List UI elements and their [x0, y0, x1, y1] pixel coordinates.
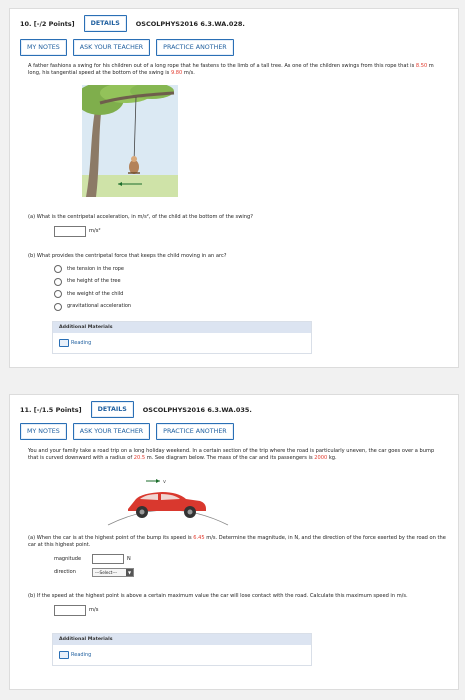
my-notes-button[interactable]: MY NOTES	[20, 423, 67, 440]
question-10-part-b: (b) What provides the centripetal force that keeps the child moving in an arc? the tension in the rope the height of the tree the weight of the child gravitational acceleration	[28, 253, 227, 309]
reading-link[interactable]: Reading	[53, 645, 311, 665]
direction-select[interactable]: ---Select--- ▼	[92, 568, 134, 577]
svg-text:v: v	[163, 479, 166, 485]
question-10-panel	[9, 8, 459, 368]
radio-button[interactable]	[54, 290, 62, 298]
book-icon	[59, 339, 69, 347]
question-10-header	[20, 15, 245, 32]
option-weight[interactable]: the weight of the child	[54, 290, 226, 298]
question-11-header	[20, 401, 252, 418]
magnitude-input[interactable]	[92, 554, 124, 564]
practice-another-button[interactable]: PRACTICE ANOTHER	[156, 39, 234, 56]
details-button[interactable]: DETAILS	[84, 15, 127, 32]
additional-materials-header: Additional Materials	[53, 634, 311, 645]
my-notes-button[interactable]: MY NOTES	[20, 39, 67, 56]
swing-speed-value: 9.80	[170, 70, 183, 77]
option-height[interactable]: the height of the tree	[54, 278, 226, 286]
radio-button[interactable]	[54, 278, 62, 286]
question-11-panel	[9, 394, 459, 690]
question-10-actions	[20, 39, 234, 56]
question-points: 10. [-/2 Points]	[20, 19, 75, 28]
ask-teacher-button[interactable]: ASK YOUR TEACHER	[73, 39, 150, 56]
radio-button[interactable]	[54, 303, 62, 311]
magnitude-row: magnitude N	[54, 554, 446, 564]
question-10-text: A father fashions a swing for his children out of a long rope that he fastens to the limb of a tall tree. As one of the children swings from this rope that is 8.50 m long, his tangential speed at the bottom of the swing is 9.80 m/s.	[28, 63, 434, 77]
additional-materials-panel	[52, 321, 312, 354]
book-icon	[59, 651, 69, 659]
radio-button[interactable]	[54, 265, 62, 273]
practice-another-button[interactable]: PRACTICE ANOTHER	[156, 423, 234, 440]
question-11-part-b: (b) If the speed at the highest point is above a certain maximum value the car will lose contact with the road. Calculate this maximum speed in m/s. m/s	[28, 593, 446, 616]
chevron-down-icon: ▼	[127, 570, 132, 575]
rope-length-value: 8.50	[415, 63, 428, 69]
car-on-bump-illustration	[106, 475, 230, 527]
question-11-text: You and your family take a road trip on a long holiday weekend. In a certain section of the trip where the road is particularly uneven, the car goes over a bump that is curved downward with a radius of 20.5 m. See diagram below. The mass of the car and its passengers is 2000 kg.	[28, 448, 435, 462]
swing-illustration	[82, 85, 178, 197]
reading-link[interactable]: Reading	[53, 333, 311, 353]
question-10-part-a: (a) What is the centripetal acceleration, in m/s², of the child at the bottom of the swing? m/s²	[28, 214, 253, 237]
additional-materials-panel	[52, 633, 312, 666]
max-speed-input[interactable]	[54, 605, 86, 616]
option-tension[interactable]: the tension in the rope	[54, 265, 226, 273]
question-11-part-a: (a) When the car is at the highest point of the bump its speed is 6.45 m/s. Determine the magnitude, in N, and the direction of the force exerted by the road on the car at this highest point. magnitude N direction ---Select--- ▼	[28, 535, 446, 575]
car-mass-value: 2000	[314, 455, 328, 462]
additional-materials-header: Additional Materials	[53, 322, 311, 333]
bump-radius-value: 20.5	[133, 455, 146, 462]
details-button[interactable]: DETAILS	[91, 401, 134, 418]
question-11-actions	[20, 423, 234, 440]
question-points: 11. [-/1.5 Points]	[20, 405, 82, 414]
ask-teacher-button[interactable]: ASK YOUR TEACHER	[73, 423, 150, 440]
question-code: OSCOLPHYS2016 6.3.WA.028.	[135, 19, 245, 28]
car-speed-value: 6.45	[193, 535, 205, 541]
option-gravity[interactable]: gravitational acceleration	[54, 303, 226, 311]
direction-row: direction ---Select--- ▼	[54, 568, 446, 577]
question-code: OSCOLPHYS2016 6.3.WA.035.	[142, 405, 252, 414]
centripetal-acceleration-input[interactable]	[54, 226, 86, 237]
